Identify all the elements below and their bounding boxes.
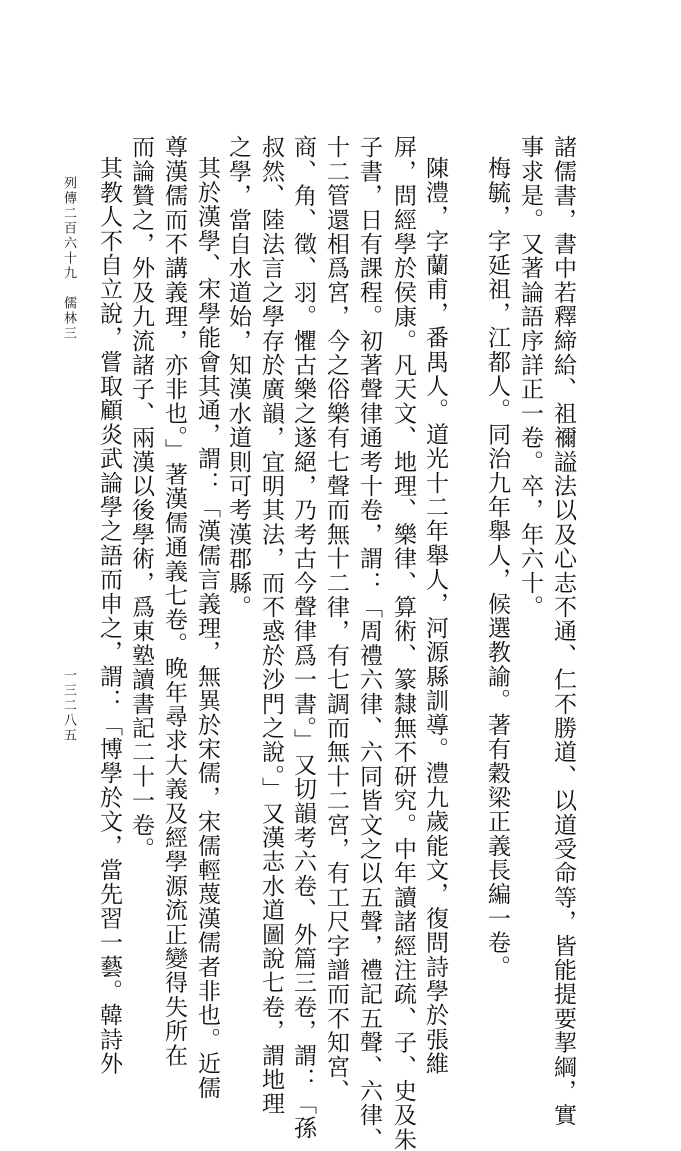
text-column-2: 事求是。又著論語序詳正一卷。卒，年六十。 (517, 135, 543, 619)
text-column-6: 子書，日有課程。初著聲律通考十卷，謂：「周禮六律、六同皆文之以五聲，禮記五聲、六律、 (356, 135, 382, 1151)
text-column-11: 其於漢學、宋學能會其通，謂：「漢儒言義理，無異於宋儒，宋儒輕蔑漢儒者非也。近儒 (194, 156, 220, 1100)
text-column-1: 諸儒書，書中若釋締給、祖禰謚法以及心志不通、仁不勝道、以道受命等，皆能提要挈綱，實 (550, 135, 576, 1128)
text-column-12: 尊漢儒而不講義理，亦非也。」著漢儒通義七卷。晚年尋求大義及經學源流正變得失所在 (161, 135, 187, 1068)
text-column-14: 其教人不自立說，嘗取顧炎武論學之語而申之，謂：「博學於文，當先習一藝。韓詩外 (96, 156, 122, 1076)
text-column-5: 屏，問經學於侯康。凡天文、地理、樂律、算術、篆隸無不研究。中年讀諸經注疏、子、史及朱 (390, 135, 416, 1151)
text-column-7: 十二管還相爲宮，今之俗樂有七聲而無十二律，有七調而無十二宮，有工尺字譜而不知宮、 (323, 135, 349, 1103)
text-column-13: 而論贊之，外及九流諸子、兩漢以後學術，爲東塾讀書記二十一卷。 (128, 135, 154, 861)
running-footer-section: 列傳二百六十九 儒林三 (61, 176, 76, 341)
text-column-3: 梅毓，字延祖，江都人。同治九年舉人，候選教諭。著有穀梁正義長編一卷。 (484, 156, 510, 979)
page-number: 一三二八五 (61, 668, 76, 743)
text-column-4: 陳澧，字蘭甫，番禺人。道光十二年舉人，河源縣訓導。澧九歲能文，復問詩學於張維 (422, 156, 448, 1076)
text-column-9: 叔然、陸法言之學存於廣韻，宜明其法，而不惑於沙門之說。」又漢志水道圖說七卷，謂地理 (258, 135, 284, 1116)
text-column-10: 之學，當自水道始，知漢水道則可考漢郡縣。 (225, 135, 251, 619)
text-column-8: 商、角、徵、羽。懼古樂之遂絕，乃考古今聲律爲一書。」又切韻考六卷、外篇三卷，謂：「孫 (290, 135, 316, 1140)
